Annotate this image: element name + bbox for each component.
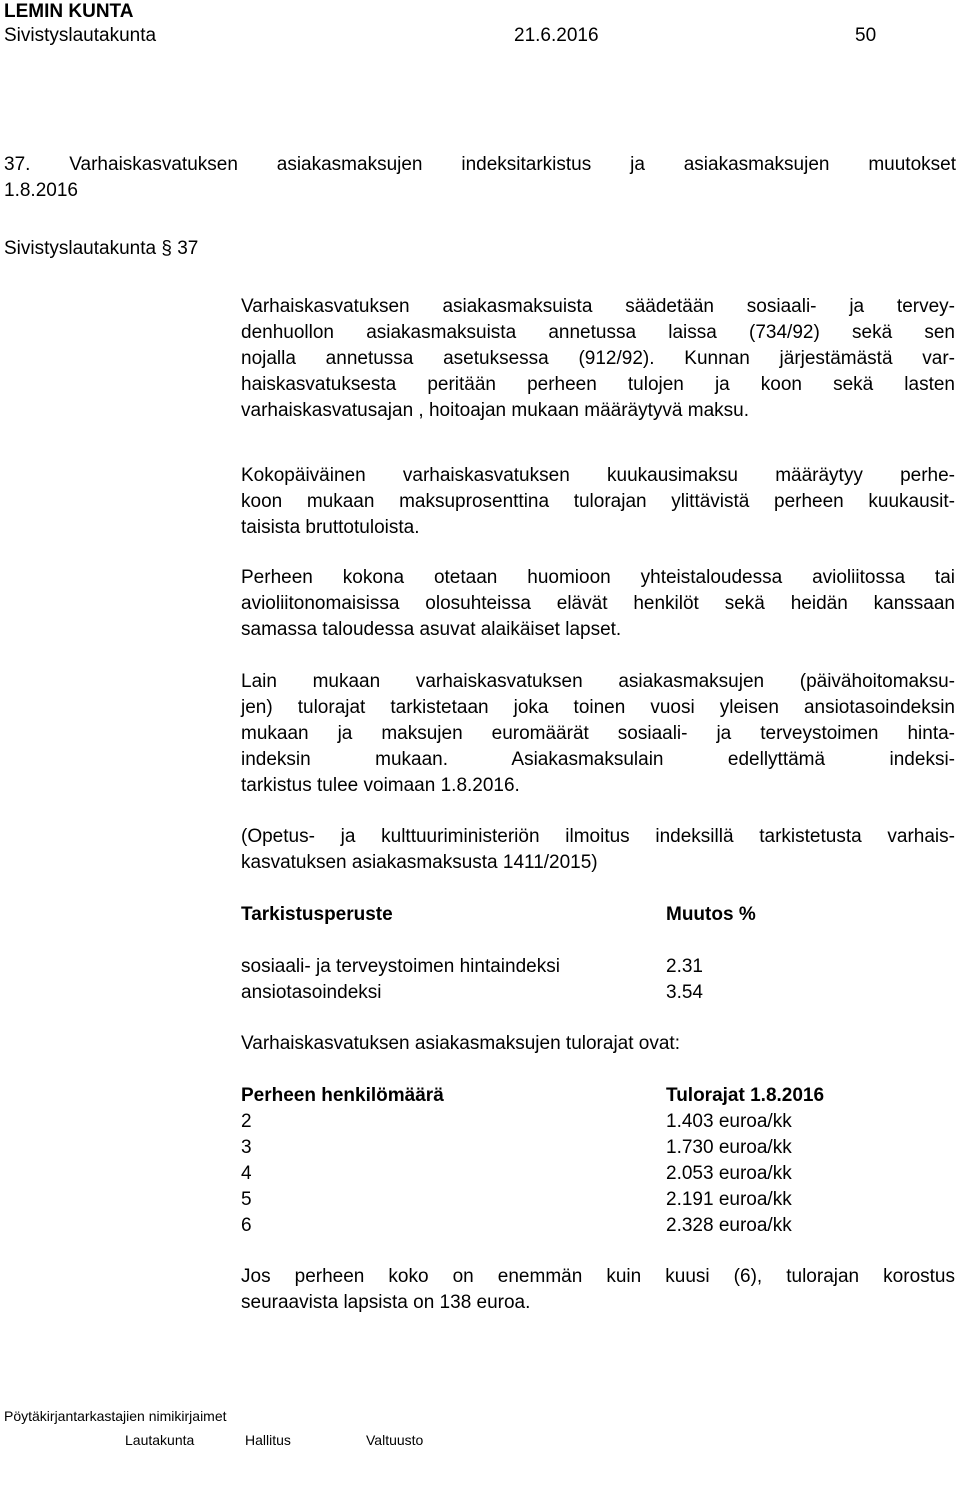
text-line: Jos perheen koko on enemmän kuin kuusi (6), tulorajan korostus xyxy=(241,1266,955,1287)
paragraph-monthly-fee xyxy=(241,463,955,541)
income-limit: 1.403 euroa/kk xyxy=(666,1111,792,1132)
index-change: 3.54 xyxy=(666,982,703,1003)
family-size: 4 xyxy=(241,1163,252,1184)
text-line: Varhaiskasvatuksen asiakasmaksuista säädetään sosiaali- ja tervey- xyxy=(241,296,955,317)
text-line: varhaiskasvatusajan , hoitoajan mukaan määräytyvä maksu. xyxy=(241,400,749,421)
index-table-header-basis: Tarkistusperuste xyxy=(241,904,393,925)
text-line: samassa taloudessa asuvat alaikäiset lapset. xyxy=(241,619,622,640)
income-table-header xyxy=(241,1083,841,1109)
income-limit: 1.730 euroa/kk xyxy=(666,1137,792,1158)
table-row xyxy=(241,1109,841,1135)
index-name: ansiotasoindeksi xyxy=(241,982,382,1003)
footer-body-council: Valtuusto xyxy=(366,1432,424,1448)
text-line: Perheen kokona otetaan huomioon yhteistaloudessa avioliitossa tai xyxy=(241,567,955,588)
index-change: 2.31 xyxy=(666,956,703,977)
family-size: 2 xyxy=(241,1111,252,1132)
table-row xyxy=(241,1213,841,1239)
footer-bodies xyxy=(4,1431,504,1449)
section-title-date: 1.8.2016 xyxy=(4,180,78,201)
text-line: haiskasvatuksesta peritään perheen tulojen ja koon sekä lasten xyxy=(241,374,955,395)
table-row xyxy=(241,954,841,980)
paragraph-additional-children xyxy=(241,1264,955,1316)
table-row xyxy=(241,1135,841,1161)
income-limit: 2.053 euroa/kk xyxy=(666,1163,792,1184)
income-limit: 2.191 euroa/kk xyxy=(666,1189,792,1210)
footer-body-government: Hallitus xyxy=(245,1432,291,1448)
paragraph-ministry-notice xyxy=(241,824,955,876)
family-size: 3 xyxy=(241,1137,252,1158)
page-number: 50 xyxy=(855,25,877,46)
text-line: taisista bruttotuloista. xyxy=(241,517,420,538)
paragraph-family-size xyxy=(241,565,955,643)
index-name: sosiaali- ja terveystoimen hintaindeksi xyxy=(241,956,560,977)
text-line: Lain mukaan varhaiskasvatuksen asiakasmaksujen (päivähoitomaksu- xyxy=(241,671,955,692)
text-line: (Opetus- ja kulttuuriministeriön ilmoitus indeksillä tarkistetusta varhais- xyxy=(241,826,955,847)
organization-name: LEMIN KUNTA xyxy=(4,1,134,22)
text-line: mukaan ja maksujen euromäärät sosiaali- ja terveystoimen hinta- xyxy=(241,723,955,744)
family-size: 6 xyxy=(241,1215,252,1236)
table-row xyxy=(241,1187,841,1213)
index-table-header-change: Muutos % xyxy=(666,904,756,925)
family-size: 5 xyxy=(241,1189,252,1210)
header-committee: Sivistyslautakunta xyxy=(4,25,157,46)
text-line: nojalla annetussa asetuksessa (912/92). Kunnan järjestämästä var- xyxy=(241,348,955,369)
signatures-label: Pöytäkirjantarkastajien nimikirjaimet xyxy=(4,1408,227,1424)
text-line: kasvatuksen asiakasmaksusta 1411/2015) xyxy=(241,852,598,873)
text-line: denhuollon asiakasmaksuista annetussa laissa (734/92) sekä sen xyxy=(241,322,955,343)
text-line: indeksin mukaan. Asiakasmaksulain edellyttämä indeksi- xyxy=(241,749,955,770)
income-limits-intro: Varhaiskasvatuksen asiakasmaksujen tulorajat ovat: xyxy=(241,1033,680,1054)
index-table-header xyxy=(241,902,841,928)
header-date: 21.6.2016 xyxy=(514,25,599,46)
text-line: seuraavista lapsista on 138 euroa. xyxy=(241,1292,531,1313)
table-row xyxy=(241,980,841,1006)
text-line: jen) tulorajat tarkistetaan joka toinen vuosi yleisen ansiotasoindeksin xyxy=(241,697,955,718)
case-reference: Sivistyslautakunta § 37 xyxy=(4,238,199,259)
income-limit: 2.328 euroa/kk xyxy=(666,1215,792,1236)
income-table-header-size: Perheen henkilömäärä xyxy=(241,1085,444,1106)
income-table-header-limit: Tulorajat 1.8.2016 xyxy=(666,1085,825,1106)
text-line: Kokopäiväinen varhaiskasvatuksen kuukausimaksu määräytyy perhe- xyxy=(241,465,955,486)
text-line: tarkistus tulee voimaan 1.8.2016. xyxy=(241,775,520,796)
footer-body-board: Lautakunta xyxy=(125,1432,195,1448)
section-title: 37. Varhaiskasvatuksen asiakasmaksujen indeksitarkistus ja asiakasmaksujen muutokset xyxy=(4,154,956,175)
paragraph-index-review xyxy=(241,669,955,799)
text-line: koon mukaan maksuprosenttina tulorajan ylittävistä perheen kuukausit- xyxy=(241,491,955,512)
paragraph-fee-basis xyxy=(241,294,955,424)
text-line: avioliitonomaisissa olosuhteissa elävät henkilöt sekä heidän kanssaan xyxy=(241,593,955,614)
table-row xyxy=(241,1161,841,1187)
